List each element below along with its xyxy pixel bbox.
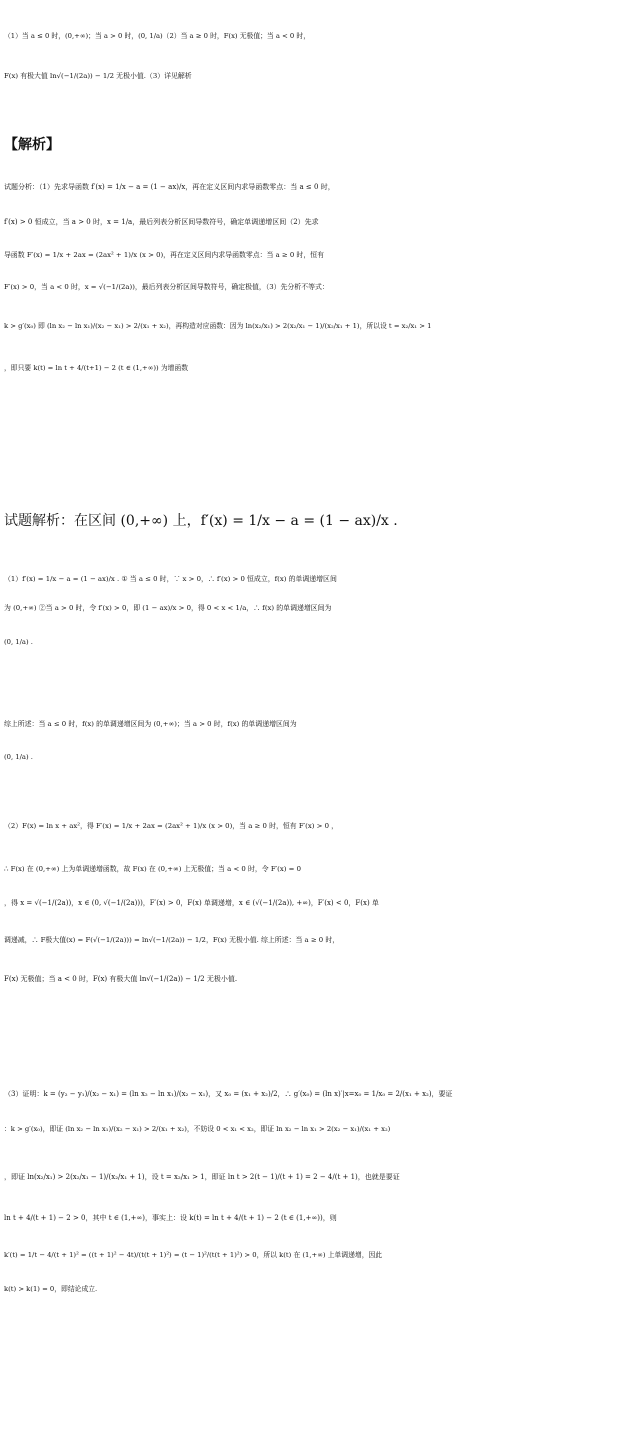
part-3-line-1: （3）证明：k = (y₂ − y₁)/(x₂ − x₁) = (ln x₂ − ln x₁)/(x₂ − x₁)，又 x₀ = (x₁ + x₂)/2，∴ g′(x₀) = (ln x)′|x=x₀ = 1/x₀ = 2/(x₁ + x₂)，要证 bbox=[4, 1090, 453, 1098]
part-1-line-3: (0, 1/a) . bbox=[4, 638, 33, 647]
part-2-block bbox=[4, 822, 626, 983]
part-3-line-6: k(t) > k(1) = 0，即结论成立. bbox=[4, 1285, 98, 1294]
analysis-block bbox=[4, 183, 626, 373]
part-3-line-3: ，即证 ln(x₂/x₁) > 2(x₂/x₁ − 1)/(x₂/x₁ + 1)，设 t = x₂/x₁ > 1，即证 ln t > 2(t − 1)/(t + 1) = 2 − 4/(t + 1)，也就是要证 bbox=[4, 1173, 400, 1182]
part-3-block bbox=[4, 1090, 626, 1294]
analysis-line-1: 试题分析：（1）先求导函数 f′(x) = 1/x − a = (1 − ax)/x，再在定义区间内求导函数零点：当 a ≤ 0 时， bbox=[4, 183, 335, 191]
part-3-line-2: ：k > g′(x₀)，即证 (ln x₂ − ln x₁)/(x₂ − x₁) > 2/(x₁ + x₂)，不妨设 0 < x₁ < x₂，即证 ln x₂ − ln x₁ > 2(x₂ − x₁)/(x₁ + x₂) bbox=[4, 1124, 391, 1133]
summary-1-block bbox=[4, 720, 626, 761]
part-3-line-4: ln t + 4/(t + 1) − 2 > 0，其中 t ∈ (1,+∞)，事实上：设 k(t) = ln t + 4/(t + 1) − 2 (t ∈ (1,+∞))，则 bbox=[4, 1213, 337, 1222]
answer-block bbox=[4, 32, 626, 81]
part-1-line-2: 为 (0,+∞) ②当 a > 0 时，令 f′(x) > 0，即 (1 − ax)/x > 0，得 0 < x < 1/a，∴ f(x) 的单调递增区间为 bbox=[4, 603, 332, 612]
answer-line-2: F(x) 有极大值 ln√(−1/(2a)) − 1/2 无极小值.（3）详见解析 bbox=[4, 72, 192, 81]
part-3-line-5: k′(t) = 1/t − 4/(t + 1)² = ((t + 1)² − 4t)/(t(t + 1)²) = (t − 1)²/(t(t + 1)²) > 0，所以 k(t) 在 (1,+∞) 上单调递增，因此 bbox=[4, 1250, 383, 1259]
part-2-line-5: F(x) 无极值；当 a < 0 时，F(x) 有极大值 ln√(−1/(2a)) − 1/2 无极小值. bbox=[4, 974, 238, 983]
jiexi-heading: 【解析】 bbox=[4, 136, 60, 152]
part-2-line-3: ，得 x = √(−1/(2a))，x ∈ (0, √(−1/(2a)))，F′(x) > 0，F(x) 单调递增，x ∈ (√(−1/(2a)), +∞)，F′(x) < 0，F(x) 单 bbox=[4, 899, 379, 908]
part-2-line-1: （2）F(x) = ln x + ax²，得 F′(x) = 1/x + 2ax = (2ax² + 1)/x (x > 0)，当 a ≥ 0 时，恒有 F′(x) > 0 ， bbox=[4, 822, 339, 830]
analysis-line-5: k > g′(x₀) 即 (ln x₂ − ln x₁)/(x₂ − x₁) > 2/(x₁ + x₂)，再构造对应函数：因为 ln(x₂/x₁) > 2(x₂/x₁ − 1)/(x₂/x₁ + 1)，所以设 t = x₂/x₁ > 1 bbox=[4, 321, 432, 330]
part-2-line-4: 调递减，∴ F极大值(x) = F(√(−1/(2a))) = ln√(−1/(2a)) − 1/2，F(x) 无极小值. 综上所述：当 a ≥ 0 时， bbox=[4, 936, 340, 944]
part-2-line-2: ∴ F(x) 在 (0,+∞) 上为单调递增函数，故 F(x) 在 (0,+∞) 上无极值；当 a < 0 时，令 F′(x) = 0 bbox=[4, 864, 301, 873]
summary-1-line-1: 综上所述：当 a ≤ 0 时，f(x) 的单调递增区间为 (0,+∞)；当 a > 0 时，f(x) 的单调递增区间为 bbox=[4, 720, 297, 728]
analysis-line-4: F′(x) > 0，当 a < 0 时，x = √(−1/(2a))，最后列表分析区间导数符号，确定极值，（3）先分析不等式： bbox=[4, 283, 329, 292]
answer-line-1: （1）当 a ≤ 0 时，(0,+∞)；当 a > 0 时，(0, 1/a)（2）当 a ≥ 0 时，F(x) 无极值；当 a < 0 时， bbox=[4, 32, 311, 40]
part-1-block bbox=[4, 575, 626, 647]
analysis-line-6: ，即只要 k(t) = ln t + 4/(t+1) − 2 (t ∈ (1,+∞)) 为增函数 bbox=[4, 364, 189, 373]
part-1-line-1: （1）f′(x) = 1/x − a = (1 − ax)/x . ① 当 a ≤ 0 时，∵ x > 0，∴ f′(x) > 0 恒成立，f(x) 的单调递增区间 bbox=[4, 575, 337, 583]
summary-1-line-2: (0, 1/a) . bbox=[4, 752, 33, 761]
analysis-line-3: 导函数 F′(x) = 1/x + 2ax = (2ax² + 1)/x (x > 0)，再在定义区间内求导函数零点：当 a ≥ 0 时，恒有 bbox=[4, 250, 324, 259]
solution-intro: 试题解析：在区间 (0,+∞) 上，f′(x) = 1/x − a = (1 − ax)/x . bbox=[4, 513, 398, 529]
analysis-line-2: f′(x) > 0 恒成立，当 a > 0 时，x = 1/a，最后列表分析区间导数符号，确定单调递增区间（2）先求 bbox=[4, 217, 319, 226]
